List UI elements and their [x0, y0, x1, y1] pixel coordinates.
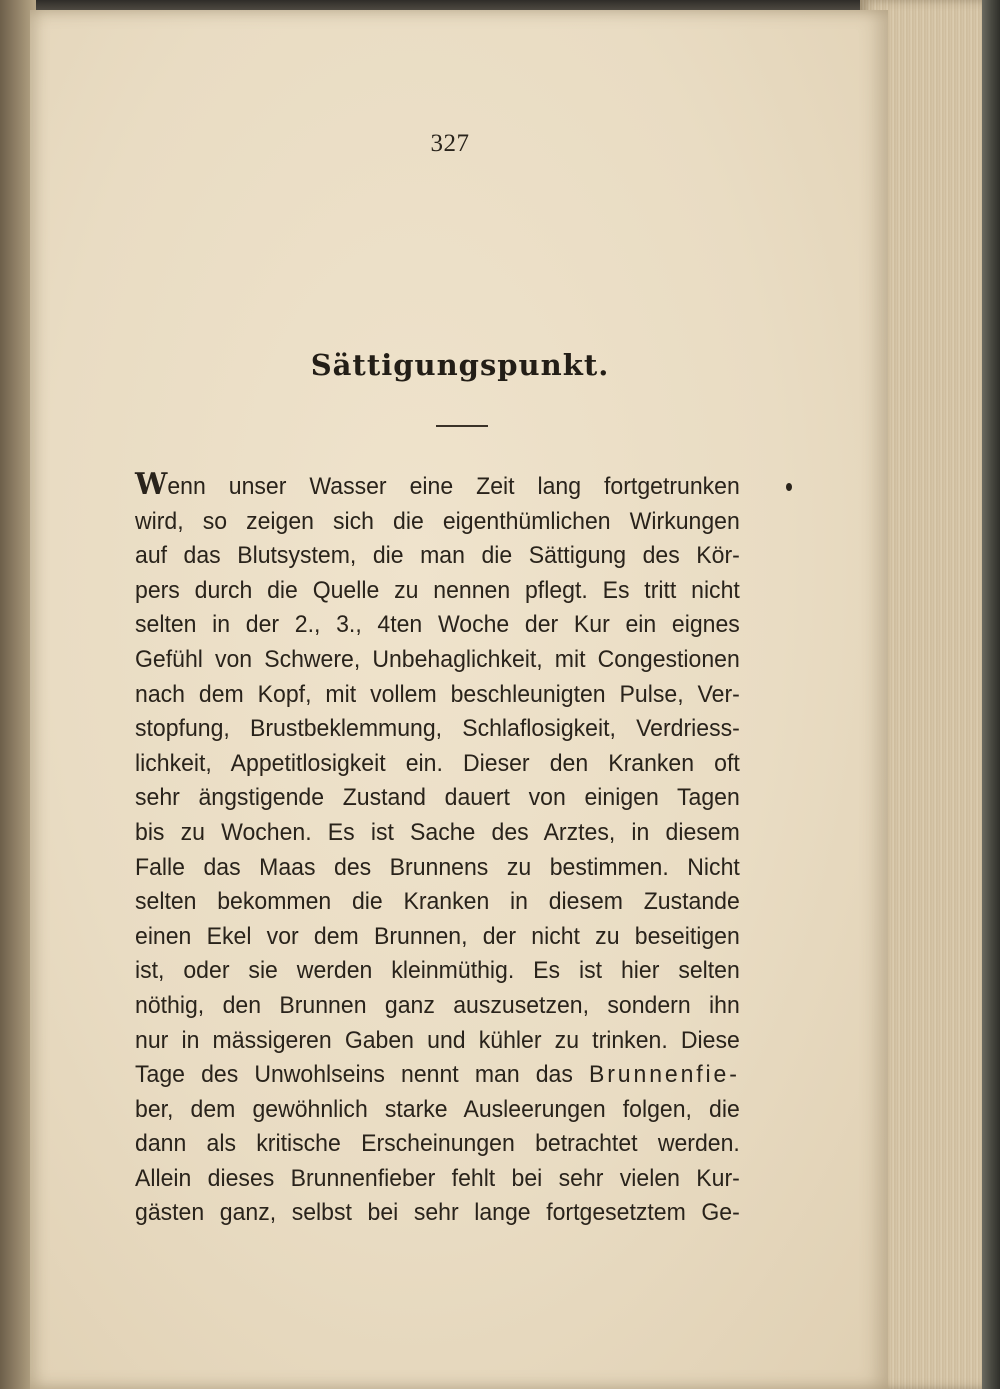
text-line: stopfung, Brustbeklemmung, Schlaflosigkeit, Verdriess- — [135, 715, 740, 743]
heading-rule — [436, 425, 488, 427]
text-line: Falle das Maas des Brunnens zu bestimmen. Nicht — [135, 853, 740, 881]
text-line: nöthig, den Brunnen ganz auszusetzen, sondern ihn — [135, 991, 740, 1019]
text-line: gästen ganz, selbst bei sehr lange fortgesetztem Ge- — [135, 1199, 740, 1227]
text-line: wird, so zeigen sich die eigenthümlichen Wirkungen — [135, 507, 740, 535]
text-line: selten bekommen die Kranken in diesem Zustande — [135, 888, 740, 916]
text-line: Wenn unser Wasser eine Zeit lang fortgetrunken — [135, 467, 740, 502]
text-line: bis zu Wochen. Es ist Sache des Arztes, in diesem — [135, 818, 740, 846]
text-line: pers durch die Quelle zu nennen pflegt. Es tritt nicht — [135, 576, 740, 604]
text-line: sehr ängstigende Zustand dauert von einigen Tagen — [135, 784, 740, 812]
page-number: 327 — [430, 130, 470, 157]
text-line: auf das Blutsystem, die man die Sättigung des Kör- — [135, 542, 740, 570]
text-line: ist, oder sie werden kleinmüthig. Es ist hier selten — [135, 957, 740, 985]
text-line: Allein dieses Brunnenfieber fehlt bei sehr vielen Kur- — [135, 1164, 740, 1192]
text-line: nach dem Kopf, mit vollem beschleunigten Pulse, Ver- — [135, 680, 740, 708]
text-line: selten in der 2., 3., 4ten Woche der Kur ein eignes — [135, 611, 740, 639]
text-line: dann als kritische Erscheinungen betrachtet werden. — [135, 1130, 740, 1158]
text-line: nur in mässigeren Gaben und kühler zu trinken. Diese — [135, 1026, 740, 1054]
book-cover-edge — [982, 0, 1000, 1389]
text-line: einen Ekel vor dem Brunnen, der nicht zu beseitigen — [135, 922, 740, 950]
drop-cap: W — [135, 467, 168, 502]
text-line: Tage des Unwohlseins nennt man das Brunnenfie- — [135, 1061, 740, 1089]
text-line: lichkeit, Appetitlosigkeit ein. Dieser den Kranken oft — [135, 749, 740, 777]
spaced-term: Brunnenfie- — [589, 1061, 740, 1089]
margin-mark — [786, 483, 792, 491]
body-paragraph — [135, 468, 740, 1231]
section-heading: Sättigungspunkt. — [310, 348, 610, 382]
text-line: Gefühl von Schwere, Unbehaglichkeit, mit Congestionen — [135, 645, 740, 673]
text-line: ber, dem gewöhnlich starke Ausleerungen folgen, die — [135, 1095, 740, 1123]
